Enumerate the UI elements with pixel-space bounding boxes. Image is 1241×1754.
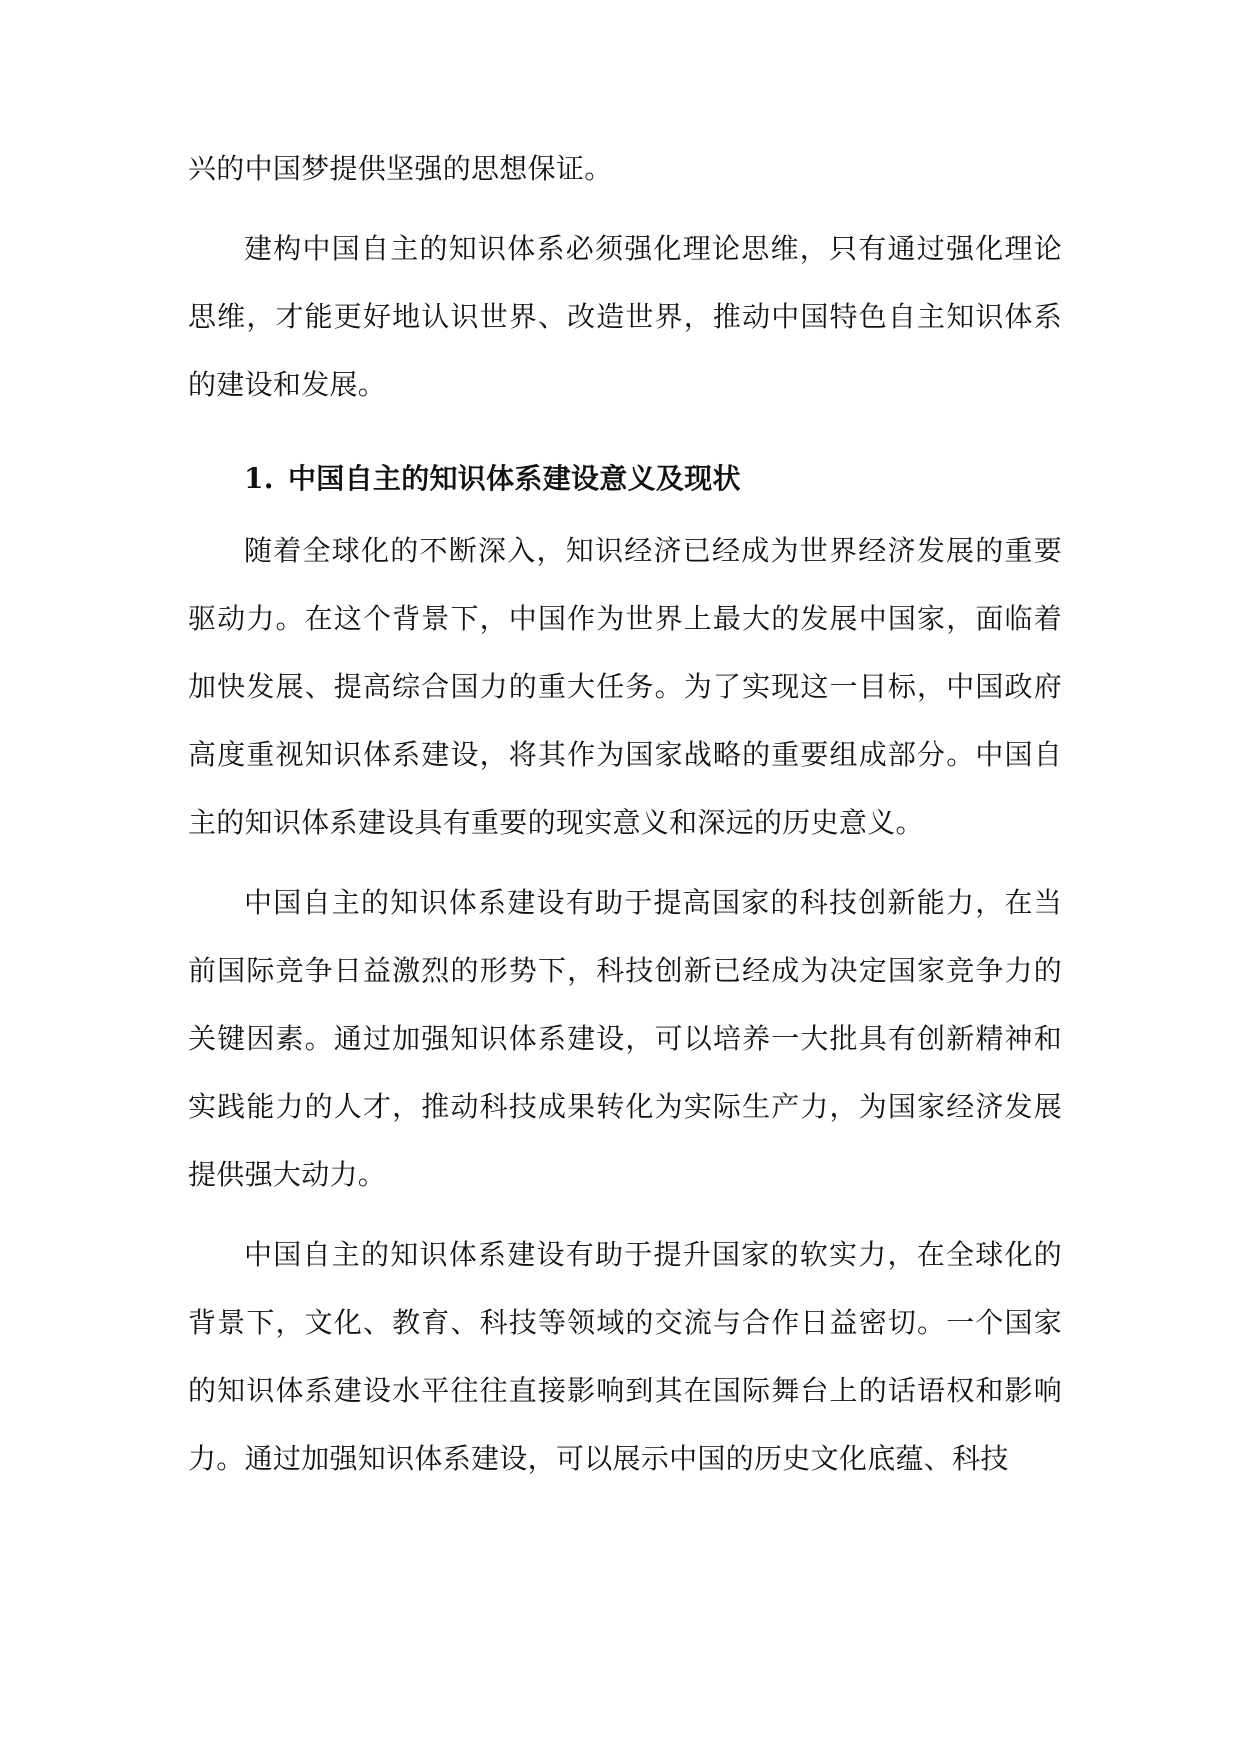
paragraph-innovation: 中国自主的知识体系建设有助于提高国家的科技创新能力，在当前国际竞争日益激烈的形势下，科技创新已经成为决定国家竞争力的关键因素。通过加强知识体系建设，可以培养一大批具有创新精神和实践能力的人才，推动科技成果转化为实际生产力，为国家经济发展提供强大动力。 xyxy=(188,886,1062,1191)
paragraph-soft-power: 中国自主的知识体系建设有助于提升国家的软实力，在全球化的背景下，文化、教育、科技等领域的交流与合作日益密切。一个国家的知识体系建设水平往往直接影响到其在国际舞台上的话语权和影响力。通过加强知识体系建设，可以展示中国的历史文化底蕴、科技 xyxy=(188,1238,1062,1475)
paragraph-globalization: 随着全球化的不断深入，知识经济已经成为世界经济发展的重要驱动力。在这个背景下，中国作为世界上最大的发展中国家，面临着加快发展、提高综合国力的重大任务。为了实现这一目标，中国政府高度重视知识体系建设，将其作为国家战略的重要组成部分。中国自主的知识体系建设具有重要的现实意义和深远的历史意义。 xyxy=(188,534,1062,839)
paragraph-continuation: 兴的中国梦提供坚强的思想保证。 xyxy=(188,152,613,185)
section-number: 1. xyxy=(244,462,274,495)
document-body xyxy=(188,135,1062,1505)
section-heading xyxy=(244,445,1062,513)
paragraph-theory-thinking: 建构中国自主的知识体系必须强化理论思维，只有通过强化理论思维，才能更好地认识世界、改造世界，推动中国特色自主知识体系的建设和发展。 xyxy=(188,232,1062,401)
section-title: 中国自主的知识体系建设意义及现状 xyxy=(288,462,741,495)
